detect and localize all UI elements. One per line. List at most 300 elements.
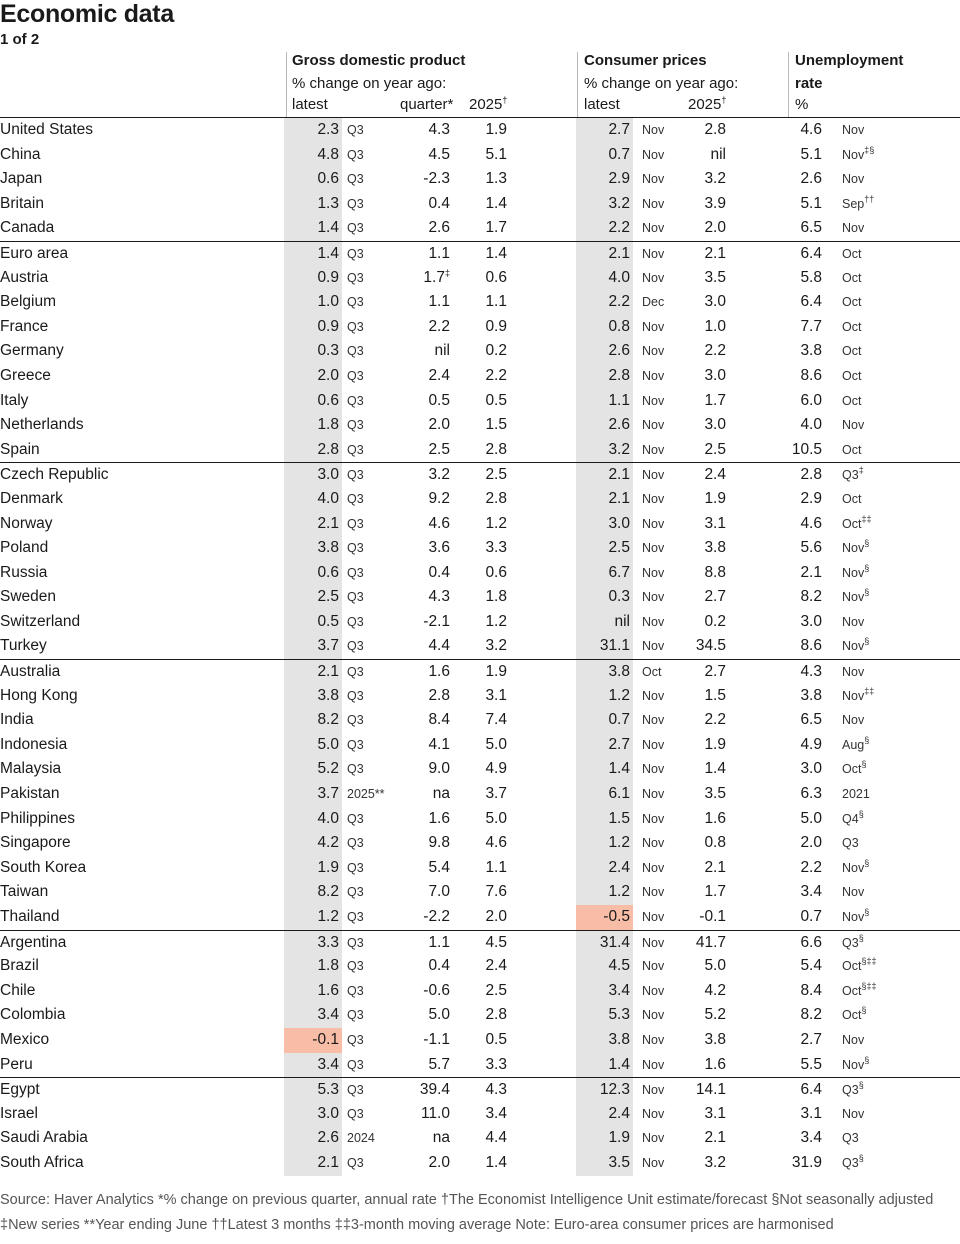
cpi-latest-value: 3.0	[576, 512, 633, 537]
gdp-latest-value: 3.4	[284, 1003, 342, 1028]
gdp-period: Q3	[347, 196, 364, 211]
unemployment-rate-value: 6.6	[800, 933, 822, 951]
gdp-2025-value: 3.3	[485, 1055, 507, 1073]
cpi-2025-value: 3.2	[704, 1153, 726, 1171]
cpi-latest-value: 2.6	[576, 339, 633, 364]
cpi-2025-value: 3.9	[704, 194, 726, 212]
gdp-period: Q3	[347, 368, 364, 383]
cpi-period: Nov	[642, 885, 665, 900]
unemployment-period: Oct	[842, 270, 862, 285]
country-name: South Korea	[0, 858, 87, 876]
gdp-quarter-value: -2.3	[423, 170, 450, 188]
table-row	[0, 315, 960, 340]
unemployment-period: Nov§	[842, 1054, 870, 1072]
gdp-2025-value: 1.2	[485, 612, 507, 630]
gdp-2025-value: 3.2	[485, 637, 507, 655]
table-row	[0, 413, 960, 438]
gdp-2025-value: 1.4	[485, 194, 507, 212]
cpi-period: Nov	[642, 737, 665, 752]
gdp-latest-value: 3.4	[284, 1053, 342, 1078]
table-row	[0, 954, 960, 979]
unemployment-period: Oct‡‡	[842, 513, 872, 531]
unemployment-rate-value: 10.5	[791, 440, 822, 458]
unemployment-period: Oct	[842, 295, 862, 310]
gdp-period: Q3	[347, 246, 364, 261]
gdp-2025-value: 2.2	[485, 366, 507, 384]
gdp-2025-value: 2.8	[485, 440, 507, 458]
unemployment-rate-value: 6.5	[800, 219, 822, 237]
gdp-quarter-value: 2.5	[428, 440, 450, 458]
gdp-period: Q3	[347, 541, 364, 556]
table-row	[0, 389, 960, 414]
gdp-period: Q3	[347, 688, 364, 703]
gdp-2025-value: 4.4	[485, 1129, 507, 1147]
unemployment-period: Oct	[842, 442, 862, 457]
gdp-period: Q3	[347, 860, 364, 875]
gdp-quarter-value: na	[432, 785, 450, 803]
unemployment-period: Oct	[842, 393, 862, 408]
page-title: Economic data	[0, 0, 174, 28]
cpi-2025-value: 3.0	[704, 293, 726, 311]
gdp-2025-value: 3.1	[485, 686, 507, 704]
unemployment-rate-value: 5.1	[800, 145, 822, 163]
gdp-period: Q3	[347, 270, 364, 285]
cpi-period: Nov	[642, 639, 665, 654]
gdp-period: Q3	[347, 935, 364, 950]
gdp-quarter-value: -0.6	[423, 981, 450, 999]
gdp-2025-value: 2.8	[485, 1006, 507, 1024]
table-row	[0, 1102, 960, 1127]
cpi-period: Nov	[642, 196, 665, 211]
cpi-period: Nov	[642, 935, 665, 950]
gdp-period: Q3	[347, 590, 364, 605]
cpi-period: Nov	[642, 270, 665, 285]
cpi-latest-value: 2.4	[576, 1102, 633, 1127]
cpi-latest-value: 0.7	[576, 708, 633, 733]
gdp-latest-value: 5.3	[284, 1078, 342, 1102]
cpi-period: Nov	[642, 1057, 665, 1072]
gdp-period: Q3	[347, 393, 364, 408]
table-row	[0, 733, 960, 758]
gdp-latest-value: 3.8	[284, 684, 342, 709]
country-name: South Africa	[0, 1153, 84, 1171]
gdp-quarter-value: 7.0	[428, 883, 450, 901]
cpi-period: Nov	[642, 221, 665, 236]
cpi-period: Nov	[642, 442, 665, 457]
cpi-2025-value: 5.2	[704, 1006, 726, 1024]
cpi-2025-value: 3.1	[704, 514, 726, 532]
table-row	[0, 512, 960, 537]
gdp-quarter-value: 9.0	[428, 760, 450, 778]
cpi-period: Nov	[642, 516, 665, 531]
gdp-latest-value: 5.2	[284, 757, 342, 782]
cpi-period: Nov	[642, 590, 665, 605]
gdp-2025-value: 5.0	[485, 809, 507, 827]
table-row	[0, 536, 960, 561]
gdp-period: Q3	[347, 885, 364, 900]
unemployment-rate-value: 3.0	[800, 612, 822, 630]
cpi-latest-value: 31.4	[576, 931, 633, 955]
table-row	[0, 831, 960, 856]
cpi-2025-value: 1.0	[704, 317, 726, 335]
gdp-latest-value: 1.4	[284, 216, 342, 241]
cpi-latest-value: 2.8	[576, 364, 633, 389]
country-name: Taiwan	[0, 883, 49, 901]
table-row	[0, 930, 960, 955]
cpi-2025-value: 0.8	[704, 834, 726, 852]
cpi-2025-value: 2.7	[704, 663, 726, 681]
cpi-latest-value: -0.5	[576, 905, 633, 930]
unemployment-rate-value: 6.4	[800, 1081, 822, 1099]
cpi-period: Nov	[642, 762, 665, 777]
table-row	[0, 1126, 960, 1151]
table-row	[0, 438, 960, 463]
cpi-header-latest: latest	[584, 96, 620, 113]
table-row	[0, 339, 960, 364]
unemployment-rate-value: 2.6	[800, 170, 822, 188]
cpi-2025-value: 34.5	[695, 637, 726, 655]
gdp-period: 2025**	[347, 787, 385, 802]
cpi-2025-value: 14.1	[695, 1081, 726, 1099]
table-row	[0, 1003, 960, 1028]
table-row	[0, 1053, 960, 1078]
gdp-latest-value: 3.7	[284, 634, 342, 659]
gdp-quarter-value: 1.1	[428, 293, 450, 311]
gdp-latest-value: 2.3	[284, 118, 342, 143]
country-name: Turkey	[0, 637, 47, 655]
gdp-latest-value: 2.6	[284, 1126, 342, 1151]
unemployment-period: Sep††	[842, 193, 875, 211]
gdp-latest-value: 8.2	[284, 708, 342, 733]
cpi-period: Nov	[642, 368, 665, 383]
cpi-latest-value: 3.8	[576, 660, 633, 684]
gdp-2025-value: 1.9	[485, 121, 507, 138]
gdp-latest-value: 3.7	[284, 782, 342, 807]
unemployment-period: Oct§	[842, 1005, 867, 1023]
unemployment-period: Nov‡§	[842, 144, 875, 162]
gdp-2025-value: 5.1	[485, 145, 507, 163]
cpi-latest-value: 1.2	[576, 831, 633, 856]
cpi-2025-value: 1.7	[704, 883, 726, 901]
unemployment-rate-value: 3.8	[800, 342, 822, 360]
gdp-period: Q3	[347, 319, 364, 334]
gdp-2025-value: 1.4	[485, 1153, 507, 1171]
unemployment-rate-value: 2.2	[800, 858, 822, 876]
unemployment-rate-value: 3.4	[800, 1129, 822, 1147]
gdp-quarter-value: 3.2	[428, 466, 450, 484]
cpi-2025-value: 2.2	[704, 342, 726, 360]
cpi-latest-value: 31.1	[576, 634, 633, 659]
cpi-2025-value: 8.8	[704, 563, 726, 581]
unemployment-rate-value: 2.7	[800, 1030, 822, 1048]
gdp-quarter-value: 3.6	[428, 539, 450, 557]
gdp-period: Q3	[347, 147, 364, 162]
unemployment-period: Q3§	[842, 1152, 864, 1170]
gdp-quarter-value: 4.3	[428, 121, 450, 138]
country-name: China	[0, 145, 41, 163]
gdp-2025-value: 1.1	[485, 293, 507, 311]
country-name: Switzerland	[0, 612, 81, 630]
cpi-2025-value: 2.8	[704, 121, 726, 138]
cpi-period: Nov	[642, 172, 665, 187]
gdp-latest-value: 3.0	[284, 463, 342, 487]
cpi-period: Nov	[642, 1083, 665, 1098]
cpi-period: Nov	[642, 811, 665, 826]
table-row	[0, 979, 960, 1004]
unemployment-header-title: Unemployment	[795, 52, 904, 69]
table-row	[0, 143, 960, 168]
cpi-2025-value: 2.1	[704, 244, 726, 262]
unemployment-period: Nov§	[842, 587, 870, 605]
unemployment-rate-value: 4.3	[800, 663, 822, 681]
gdp-latest-value: 3.0	[284, 1102, 342, 1127]
gdp-2025-value: 0.2	[485, 342, 507, 360]
unemployment-period: Nov	[842, 885, 865, 900]
economic-data-table	[0, 118, 960, 1176]
country-name: Israel	[0, 1104, 38, 1122]
gdp-quarter-value: 1.1	[428, 933, 450, 951]
table-row	[0, 192, 960, 217]
cpi-latest-value: 2.9	[576, 167, 633, 192]
gdp-quarter-value: 0.4	[428, 957, 450, 975]
gdp-period: Q3	[347, 1155, 364, 1170]
unemployment-rate-value: 0.7	[800, 908, 822, 925]
gdp-period: Q3	[347, 665, 364, 680]
cpi-latest-value: 3.2	[576, 438, 633, 463]
unemployment-period: Oct	[842, 344, 862, 359]
cpi-2025-value: 3.8	[704, 1030, 726, 1048]
unemployment-period: Nov	[842, 713, 865, 728]
gdp-latest-value: 2.1	[284, 660, 342, 684]
table-row	[0, 118, 960, 143]
gdp-2025-value: 3.3	[485, 539, 507, 557]
gdp-period: Q3	[347, 983, 364, 998]
gdp-latest-value: 4.0	[284, 807, 342, 832]
cpi-period: Nov	[642, 541, 665, 556]
unemployment-period: Nov	[842, 665, 865, 680]
country-name: Japan	[0, 170, 43, 188]
gdp-period: Q3	[347, 123, 364, 137]
gdp-period: Q3	[347, 762, 364, 777]
cpi-period: Oct	[642, 665, 662, 680]
cpi-2025-value: 4.2	[704, 981, 726, 999]
cpi-latest-value: 4.5	[576, 954, 633, 979]
footnote-line-2: ‡New series **Year ending June ††Latest 3 months ‡‡3-month moving average Note: Euro-area consumer prices are harmonised	[0, 1217, 834, 1233]
gdp-quarter-value: 2.4	[428, 366, 450, 384]
cpi-latest-value: 6.7	[576, 561, 633, 586]
gdp-2025-value: 0.5	[485, 391, 507, 409]
gdp-period: Q3	[347, 811, 364, 826]
unemployment-rate-value: 5.5	[800, 1055, 822, 1073]
country-name: Saudi Arabia	[0, 1129, 88, 1147]
unemployment-period: Nov§	[842, 538, 870, 556]
cpi-period: Nov	[642, 983, 665, 998]
gdp-quarter-value: 1.1	[428, 244, 450, 262]
cpi-2025-value: 3.2	[704, 170, 726, 188]
cpi-2025-value: 3.1	[704, 1104, 726, 1122]
unemployment-header-unit: %	[795, 96, 809, 113]
table-row	[0, 807, 960, 832]
cpi-latest-value: 2.7	[576, 118, 633, 143]
cpi-latest-value: 5.3	[576, 1003, 633, 1028]
unemployment-rate-value: 3.1	[800, 1104, 822, 1122]
country-name: Indonesia	[0, 735, 68, 753]
unemployment-rate-value: 2.9	[800, 489, 822, 507]
gdp-latest-value: 1.6	[284, 979, 342, 1004]
cpi-latest-value: 1.4	[576, 1053, 633, 1078]
cpi-latest-value: 3.2	[576, 192, 633, 217]
unemployment-period: Oct§‡‡	[842, 980, 877, 998]
cpi-latest-value: 2.5	[576, 536, 633, 561]
gdp-quarter-value: 1.6	[428, 663, 450, 681]
cpi-header-subtitle: % change on year ago:	[584, 75, 739, 92]
table-row	[0, 290, 960, 315]
unemployment-period: Oct	[842, 491, 862, 506]
unemployment-rate-value: 4.6	[800, 121, 822, 138]
cpi-period: Nov	[642, 246, 665, 261]
gdp-period: Q3	[347, 468, 364, 483]
gdp-2025-value: 2.5	[485, 466, 507, 484]
country-name: Canada	[0, 219, 55, 237]
unemployment-header-divider	[788, 52, 789, 117]
gdp-quarter-value: nil	[434, 342, 450, 360]
cpi-2025-value: 2.7	[704, 588, 726, 606]
table-row	[0, 241, 960, 266]
cpi-latest-value: 0.3	[576, 585, 633, 610]
cpi-period: Nov	[642, 910, 665, 924]
unemployment-rate-value: 6.3	[800, 785, 822, 803]
table-row	[0, 1077, 960, 1102]
gdp-period: Q3	[347, 1057, 364, 1072]
cpi-2025-value: 2.1	[704, 1129, 726, 1147]
cpi-header-divider	[577, 52, 578, 117]
cpi-latest-value: 2.1	[576, 242, 633, 266]
country-name: Italy	[0, 391, 29, 409]
country-name: Peru	[0, 1055, 33, 1073]
gdp-quarter-value: 0.4	[428, 563, 450, 581]
table-row	[0, 216, 960, 241]
gdp-2025-value: 0.9	[485, 317, 507, 335]
cpi-latest-value: 1.2	[576, 684, 633, 709]
unemployment-period: Nov	[842, 418, 865, 433]
unemployment-period: Nov§	[842, 907, 870, 924]
gdp-period: Q3	[347, 221, 364, 236]
table-row	[0, 364, 960, 389]
cpi-period: Nov	[642, 1032, 665, 1047]
country-name: Hong Kong	[0, 686, 78, 704]
gdp-latest-value: 0.5	[284, 610, 342, 635]
gdp-period: Q3	[347, 959, 364, 974]
gdp-2025-value: 3.4	[485, 1104, 507, 1122]
gdp-period: Q3	[347, 639, 364, 654]
unemployment-period: Nov	[842, 123, 865, 137]
cpi-latest-value: 12.3	[576, 1078, 633, 1102]
country-name: France	[0, 317, 49, 335]
gdp-latest-value: 0.9	[284, 266, 342, 291]
cpi-period: Nov	[642, 418, 665, 433]
cpi-period: Nov	[642, 468, 665, 483]
gdp-quarter-value: 4.3	[428, 588, 450, 606]
cpi-latest-value: 1.9	[576, 1126, 633, 1151]
table-row	[0, 585, 960, 610]
cpi-2025-value: -0.1	[699, 908, 726, 925]
cpi-period: Nov	[642, 491, 665, 506]
gdp-period: Q3	[347, 614, 364, 629]
unemployment-rate-value: 2.1	[800, 563, 822, 581]
gdp-latest-value: 4.2	[284, 831, 342, 856]
gdp-header-2025: 2025†	[469, 95, 508, 113]
gdp-quarter-value: 9.2	[428, 489, 450, 507]
cpi-latest-value: 3.8	[576, 1028, 633, 1053]
country-name: Chile	[0, 981, 36, 999]
cpi-period: Nov	[642, 147, 665, 162]
gdp-2025-value: 7.6	[485, 883, 507, 901]
unemployment-rate-value: 6.4	[800, 244, 822, 262]
cpi-latest-value: 2.2	[576, 290, 633, 315]
cpi-2025-value: nil	[710, 145, 726, 163]
unemployment-rate-value: 8.2	[800, 1006, 822, 1024]
gdp-quarter-value: 8.4	[428, 711, 450, 729]
gdp-quarter-value: 9.8	[428, 834, 450, 852]
cpi-latest-value: 1.2	[576, 880, 633, 905]
gdp-latest-value: 5.0	[284, 733, 342, 758]
unemployment-period: Nov	[842, 1032, 865, 1047]
cpi-period: Nov	[642, 614, 665, 629]
country-name: Czech Republic	[0, 466, 109, 484]
cpi-period: Nov	[642, 787, 665, 802]
gdp-latest-value: 0.6	[284, 389, 342, 414]
gdp-latest-value: 0.9	[284, 315, 342, 340]
country-name: Colombia	[0, 1006, 66, 1024]
cpi-2025-value: 3.5	[704, 785, 726, 803]
cpi-period: Nov	[642, 344, 665, 359]
unemployment-period: Oct§‡‡	[842, 956, 877, 974]
gdp-quarter-value: 1.7‡	[423, 267, 450, 286]
gdp-period: Q3	[347, 910, 364, 924]
unemployment-period: Q3	[842, 836, 859, 851]
gdp-header-divider	[286, 52, 287, 117]
cpi-latest-value: 6.1	[576, 782, 633, 807]
unemployment-rate-value: 2.8	[800, 466, 822, 484]
gdp-period: Q3	[347, 344, 364, 359]
gdp-quarter-value: 4.5	[428, 145, 450, 163]
gdp-2025-value: 1.7	[485, 219, 507, 237]
gdp-quarter-value: 39.4	[419, 1081, 450, 1099]
gdp-period: Q3	[347, 172, 364, 187]
gdp-period: Q3	[347, 1106, 364, 1121]
country-name: Denmark	[0, 489, 63, 507]
unemployment-rate-value: 4.6	[800, 514, 822, 532]
unemployment-period: Nov	[842, 1106, 865, 1121]
table-row	[0, 266, 960, 291]
gdp-latest-value: 1.9	[284, 856, 342, 881]
table-row	[0, 610, 960, 635]
unemployment-rate-value: 6.5	[800, 711, 822, 729]
cpi-2025-value: 2.4	[704, 466, 726, 484]
country-name: Thailand	[0, 908, 60, 925]
gdp-quarter-value: 0.5	[428, 391, 450, 409]
cpi-2025-value: 1.9	[704, 735, 726, 753]
gdp-quarter-value: 0.4	[428, 194, 450, 212]
country-name: Argentina	[0, 933, 67, 951]
table-row	[0, 905, 960, 930]
cpi-latest-value: 1.5	[576, 807, 633, 832]
gdp-quarter-value: 11.0	[420, 1104, 450, 1122]
unemployment-period: Nov	[842, 172, 865, 187]
unemployment-period: Nov	[842, 221, 865, 236]
country-name: Belgium	[0, 293, 56, 311]
cpi-latest-value: 2.6	[576, 413, 633, 438]
